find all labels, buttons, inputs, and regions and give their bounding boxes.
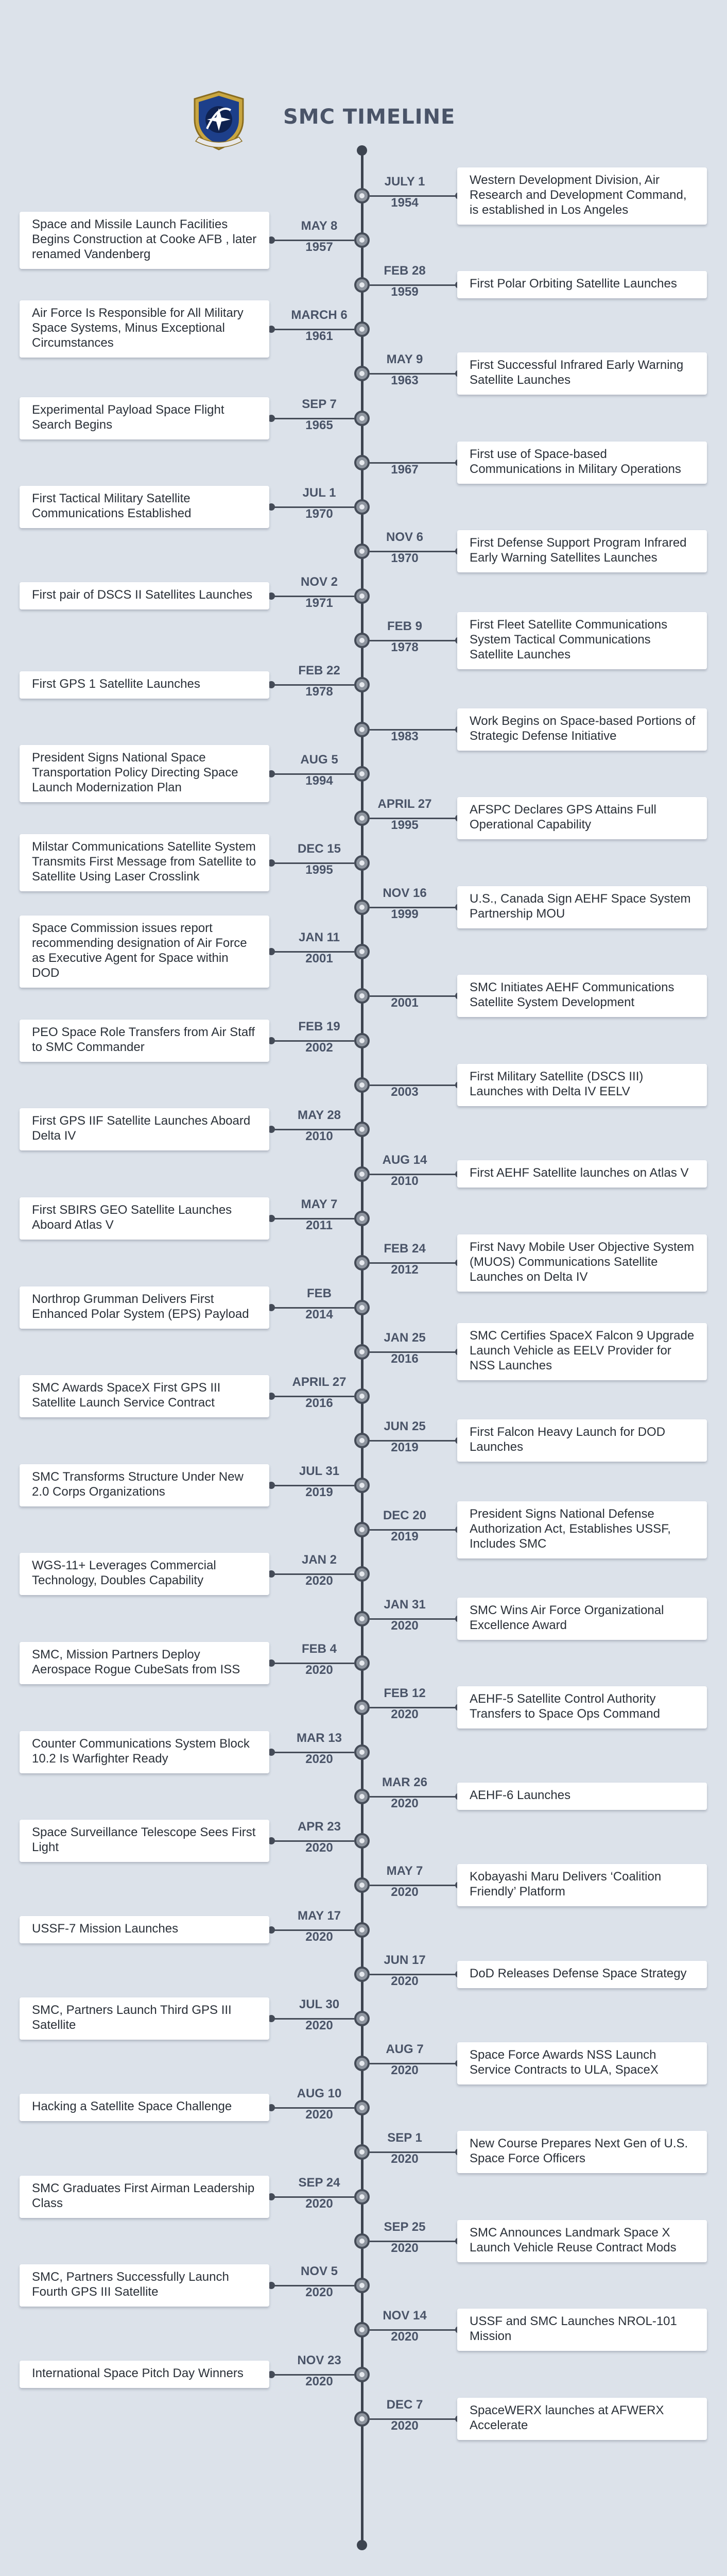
event-month-day [363, 975, 446, 989]
event-month-day: DEC 20 [383, 1509, 427, 1522]
event-month-day: NOV 6 [386, 530, 424, 545]
event-description: First GPS 1 Satellite Launches [32, 676, 200, 691]
event-description: Milstar Communications Satellite System Transmits First Message from Satellite to Satellite Using Laser Crosslink [32, 840, 256, 884]
event-year: 2020 [305, 2196, 333, 2211]
event-card [20, 2176, 269, 2218]
event-description: DoD Releases Defense Space Strategy [470, 1966, 687, 1980]
event-card [20, 1108, 269, 1150]
event-year: 1983 [391, 729, 419, 743]
event-date [278, 1375, 360, 1411]
event-date [363, 1598, 446, 1633]
event-month-day: NOV 23 [297, 2353, 341, 2367]
event-year: 2020 [305, 2019, 333, 2033]
event-month-day: JUL 30 [299, 1997, 340, 2012]
event-card [20, 1286, 269, 1329]
event-description: New Course Prepares Next Gen of U.S. Space Force Officers [470, 2137, 688, 2166]
event-month-day [363, 1064, 446, 1078]
event-date [363, 1419, 446, 1455]
event-month-day: NOV 5 [300, 2264, 338, 2279]
event-date [363, 175, 446, 210]
event-date [363, 797, 446, 833]
event-date [363, 1864, 446, 1900]
event-description: SMC Announces Landmark Space X Launch Vehicle Reuse Contract Mods [470, 2225, 677, 2255]
event-card [457, 1686, 707, 1728]
event-card [457, 442, 707, 484]
page-title: SMC TIMELINE [283, 105, 456, 129]
event-description: President Signs National Space Transportation Policy Directing Space Launch Modernization Plan [32, 751, 238, 795]
event-card [457, 975, 707, 1017]
event-date [278, 930, 360, 966]
event-card [20, 1820, 269, 1862]
event-date [278, 1731, 360, 1767]
event-year: 1961 [305, 329, 333, 343]
event-date [278, 2353, 360, 2389]
event-card [20, 1375, 269, 1417]
event-card [20, 2264, 269, 2307]
space-command-emblem-icon [185, 88, 252, 155]
event-year: 1954 [391, 196, 419, 210]
event-description: First GPS IIF Satellite Launches Aboard Delta IV [32, 1114, 251, 1143]
event-year: 2011 [305, 1218, 333, 1232]
event-card [457, 2309, 707, 2351]
event-description: SMC Wins Air Force Organizational Excellence Award [470, 1603, 664, 1632]
event-card [20, 212, 269, 269]
event-date [278, 575, 360, 611]
event-month-day: SEP 7 [302, 397, 337, 411]
event-description: U.S., Canada Sign AEHF Space System Partnership MOU [470, 891, 691, 921]
event-description: Counter Communications System Block 10.2 Is Warfighter Ready [32, 1736, 250, 1766]
event-date [363, 1331, 446, 1366]
event-date [278, 1197, 360, 1233]
event-card [457, 2398, 707, 2440]
event-year: 2020 [305, 1752, 333, 1766]
event-year: 2020 [391, 2330, 419, 2344]
event-year: 2019 [391, 1530, 419, 1544]
event-year: 2019 [391, 1440, 419, 1455]
event-description: Space and Missile Launch Facilities Begins Construction at Cooke AFB , later renamed Vandenberg [32, 217, 257, 261]
event-card [457, 2131, 707, 2173]
event-card [20, 397, 269, 439]
event-month-day: FEB 4 [301, 1641, 337, 1656]
event-description: First Tactical Military Satellite Communications Established [32, 492, 192, 521]
event-month-day: SEP 1 [387, 2131, 422, 2145]
event-year: 1957 [305, 240, 333, 255]
event-month-day: MAY 17 [297, 1908, 341, 1923]
event-description: SMC, Mission Partners Deploy Aerospace Rogue CubeSats from ISS [32, 1647, 240, 1676]
event-card [457, 1064, 707, 1106]
event-date [363, 619, 446, 655]
event-description: AEHF-6 Launches [470, 1788, 571, 1803]
event-month-day: JAN 31 [384, 1597, 426, 1612]
event-month-day: DEC 7 [386, 2398, 423, 2412]
event-month-day: FEB 19 [298, 1019, 340, 1033]
event-card [20, 1916, 269, 1943]
event-description: USSF-7 Mission Launches [32, 1922, 179, 1936]
event-year: 2014 [305, 1307, 333, 1321]
event-date [278, 1108, 360, 1144]
event-description: International Space Pitch Day Winners [32, 2366, 244, 2381]
event-description: Air Force Is Responsible for All Military Space Systems, Minus Exceptional Circumstances [32, 306, 244, 350]
event-date [363, 530, 446, 566]
event-card [457, 1419, 707, 1462]
event-description: First Falcon Heavy Launch for DOD Launches [470, 1425, 666, 1454]
event-month-day: MAY 7 [386, 1864, 423, 1878]
event-description: First AEHF Satellite launches on Atlas V [470, 1166, 689, 1180]
event-card [457, 1160, 707, 1188]
event-card [20, 2361, 269, 2388]
event-year: 2020 [391, 1974, 419, 1988]
event-card [20, 1020, 269, 1062]
event-year: 2016 [305, 1396, 333, 1411]
event-year: 1970 [391, 551, 419, 566]
event-date [363, 352, 446, 388]
event-description: SMC Certifies SpaceX Falcon 9 Upgrade Launch Vehicle as EELV Provider for NSS Launches [470, 1329, 695, 1373]
event-date [278, 1020, 360, 1055]
event-date [278, 842, 360, 877]
event-card [20, 2094, 269, 2121]
event-year: 2020 [391, 2241, 419, 2255]
event-date [363, 2131, 446, 2166]
event-year: 1967 [391, 462, 419, 477]
event-card [457, 1783, 707, 1810]
event-year: 1995 [391, 818, 419, 833]
event-year: 1994 [305, 773, 333, 788]
event-description: Work Begins on Space-based Portions of Strategic Defense Initiative [470, 714, 696, 743]
event-date [278, 1464, 360, 1500]
event-description: SMC Awards SpaceX First GPS III Satellite Launch Service Contract [32, 1381, 221, 1410]
event-card [20, 1997, 269, 2040]
event-month-day: FEB 22 [298, 664, 340, 678]
event-month-day: SEP 24 [298, 2175, 340, 2190]
event-month-day: FEB [307, 1286, 332, 1300]
event-year: 2002 [305, 1040, 333, 1055]
event-month-day: JAN 2 [301, 1553, 337, 1567]
event-card [20, 486, 269, 528]
event-year: 2020 [391, 2152, 419, 2166]
event-date [278, 1642, 360, 1677]
event-year: 2020 [305, 1929, 333, 1944]
event-year: 2010 [391, 1174, 419, 1188]
event-description: USSF and SMC Launches NROL-101 Mission [470, 2314, 677, 2344]
event-card [457, 167, 707, 225]
event-description: SMC, Partners Launch Third GPS III Satellite [32, 2003, 232, 2032]
event-card [20, 916, 269, 988]
event-card [457, 271, 707, 298]
event-description: SMC Graduates First Airman Leadership Class [32, 2181, 255, 2210]
event-date [278, 753, 360, 788]
event-month-day: DEC 15 [297, 841, 341, 856]
event-description: First Defense Support Program Infrared Early Warning Satellites Launches [470, 536, 687, 565]
event-month-day: JULY 1 [384, 175, 425, 189]
event-date [363, 708, 446, 744]
event-date [278, 1286, 360, 1322]
event-date [278, 2087, 360, 2122]
event-date [278, 664, 360, 699]
event-card [457, 1234, 707, 1292]
event-date [363, 1153, 446, 1189]
event-year: 2010 [305, 1129, 333, 1144]
event-month-day: AUG 7 [386, 2042, 424, 2056]
event-card [457, 352, 707, 395]
event-year: 2020 [391, 2063, 419, 2077]
event-card [20, 671, 269, 699]
event-date [278, 2176, 360, 2211]
event-card [20, 1731, 269, 1773]
event-month-day: JUL 1 [302, 486, 336, 500]
event-description: Kobayashi Maru Delivers ‘Coalition Friendly’ Platform [470, 1870, 662, 1899]
event-month-day: JUN 25 [384, 1419, 426, 1434]
event-description: SpaceWERX launches at AFWERX Accelerate [470, 2403, 664, 2432]
event-description: First use of Space-based Communications in Military Operations [470, 447, 681, 476]
event-date [363, 886, 446, 922]
event-card [457, 1961, 707, 1988]
event-date [363, 442, 446, 477]
event-description: First Successful Infrared Early Warning Satellite Launches [470, 358, 684, 387]
event-month-day: AUG 14 [382, 1153, 427, 1167]
event-month-day: JUN 17 [384, 1953, 426, 1967]
event-description: SMC Transforms Structure Under New 2.0 Corps Organizations [32, 1469, 244, 1499]
event-date [278, 1909, 360, 1944]
axis-top-cap [357, 145, 367, 156]
event-date [363, 975, 446, 1010]
event-month-day: JUL 31 [299, 1464, 340, 1478]
event-description: SMC, Partners Successfully Launch Fourth GPS III Satellite [32, 2270, 229, 2299]
event-year: 2020 [305, 2107, 333, 2122]
event-description: President Signs National Defense Authorization Act, Establishes USSF, Includes SMC [470, 1506, 671, 1551]
event-description: First Navy Mobile User Objective System (MUOS) Communications Satellite Launches on Delta IV [470, 1240, 695, 1284]
event-card [20, 1197, 269, 1240]
event-year: 1995 [305, 862, 333, 877]
event-description: SMC Initiates AEHF Communications Satellite System Development [470, 980, 674, 1010]
event-date [363, 2220, 446, 2256]
event-date [278, 2264, 360, 2300]
event-card [457, 1598, 707, 1640]
event-month-day: APRIL 27 [377, 797, 432, 811]
event-month-day: MAY 8 [301, 219, 338, 233]
event-month-day: JAN 25 [384, 1330, 426, 1345]
event-month-day [363, 708, 446, 723]
event-card [20, 1464, 269, 1506]
event-card [457, 1501, 707, 1558]
event-year: 1971 [305, 596, 333, 610]
event-card [457, 530, 707, 572]
event-date [363, 2309, 446, 2344]
event-year: 2020 [305, 2285, 333, 2300]
event-description: Experimental Payload Space Flight Search Begins [32, 402, 224, 432]
event-month-day [363, 442, 446, 456]
event-year: 1959 [391, 284, 419, 299]
event-month-day: NOV 16 [383, 886, 427, 900]
event-description: Hacking a Satellite Space Challenge [32, 2099, 232, 2114]
event-card [457, 2220, 707, 2262]
event-year: 2012 [391, 1263, 419, 1277]
event-card [20, 745, 269, 802]
event-month-day: FEB 28 [384, 263, 426, 278]
event-month-day: MAR 26 [382, 1775, 428, 1789]
event-year: 2001 [391, 996, 419, 1010]
event-card [20, 834, 269, 891]
event-description: Western Development Division, Air Research and Development Command, is established in Los Angeles [470, 173, 687, 217]
event-card [20, 1642, 269, 1684]
axis-bottom-cap [357, 2540, 367, 2550]
event-year: 1978 [391, 640, 419, 654]
event-year: 1965 [305, 418, 333, 432]
event-month-day: FEB 24 [384, 1242, 426, 1256]
event-month-day: MAR 13 [296, 1731, 342, 1745]
event-month-day: JAN 11 [298, 930, 340, 945]
event-year: 2003 [391, 1085, 419, 1099]
event-year: 2016 [391, 1351, 419, 1366]
event-year: 2020 [305, 1574, 333, 1588]
event-month-day: FEB 12 [384, 1686, 426, 1701]
event-card [457, 2042, 707, 2084]
event-description: First Polar Orbiting Satellite Launches [470, 277, 677, 291]
event-date [278, 308, 360, 344]
event-date [278, 486, 360, 521]
event-date [363, 1509, 446, 1544]
event-description: PEO Space Role Transfers from Air Staff to SMC Commander [32, 1025, 255, 1054]
event-card [457, 1864, 707, 1906]
event-description: Space Force Awards NSS Launch Service Contracts to ULA, SpaceX [470, 2047, 659, 2077]
event-month-day: MARCH 6 [291, 308, 348, 322]
event-description: First Military Satellite (DSCS III) Launches with Delta IV EELV [470, 1070, 644, 1098]
event-year: 2019 [305, 1485, 333, 1499]
event-description: First Fleet Satellite Communications System Tactical Communications Satellite Launches [470, 617, 668, 662]
event-year: 1970 [305, 507, 333, 521]
event-month-day: AUG 5 [300, 752, 338, 767]
event-month-day: MAY 28 [297, 1108, 341, 1123]
event-month-day: MAY 9 [386, 352, 423, 367]
event-date [278, 397, 360, 433]
event-year: 2020 [391, 1796, 419, 1810]
event-card [20, 300, 269, 358]
event-description: Space Commission issues report recommending designation of Air Force as Executive Agent for Space within DOD [32, 921, 247, 980]
event-date [363, 2398, 446, 2433]
event-year: 1999 [391, 907, 419, 921]
event-date [363, 1064, 446, 1099]
event-year: 2020 [305, 1841, 333, 1855]
event-month-day: APR 23 [297, 1820, 341, 1834]
event-card [20, 1553, 269, 1595]
event-month-day: MAY 7 [301, 1197, 338, 1211]
event-card [457, 612, 707, 669]
event-month-day: APRIL 27 [292, 1375, 347, 1389]
event-year: 1978 [305, 685, 333, 699]
event-year: 2020 [391, 1885, 419, 1900]
event-year: 2020 [305, 2374, 333, 2388]
event-card [20, 582, 269, 609]
event-date [278, 1820, 360, 1855]
event-description: Space Surveillance Telescope Sees First Light [32, 1825, 256, 1855]
event-month-day: SEP 25 [384, 2219, 426, 2234]
event-card [457, 797, 707, 839]
event-card [457, 1323, 707, 1380]
event-description: First pair of DSCS II Satellites Launches [32, 588, 253, 602]
event-card [457, 708, 707, 751]
event-year: 2020 [391, 1707, 419, 1722]
event-date [363, 1686, 446, 1722]
event-date [363, 1775, 446, 1811]
event-date [363, 264, 446, 299]
event-month-day: NOV 14 [383, 2309, 427, 2323]
event-year: 2020 [391, 1618, 419, 1633]
event-description: First SBIRS GEO Satellite Launches Aboard Atlas V [32, 1202, 232, 1232]
event-date [278, 219, 360, 255]
event-card [457, 886, 707, 928]
event-year: 2001 [305, 952, 333, 966]
event-date [363, 1242, 446, 1277]
event-year: 1963 [391, 374, 419, 388]
event-description: WGS-11+ Leverages Commercial Technology, Doubles Capability [32, 1558, 216, 1588]
event-date [278, 1997, 360, 2033]
event-description: Northrop Grumman Delivers First Enhanced Polar System (EPS) Payload [32, 1292, 249, 1321]
event-year: 2020 [305, 1663, 333, 1677]
event-year: 2020 [391, 2419, 419, 2433]
page-header [185, 88, 546, 155]
event-month-day: FEB 9 [387, 619, 422, 633]
event-month-day: AUG 10 [297, 2086, 342, 2100]
event-month-day: NOV 2 [300, 574, 338, 589]
event-description: AFSPC Declares GPS Attains Full Operational Capability [470, 803, 656, 832]
event-date [363, 1953, 446, 1989]
event-description: AEHF-5 Satellite Control Authority Transfers to Space Ops Command [470, 1692, 660, 1721]
event-date [278, 1553, 360, 1588]
event-date [363, 2042, 446, 2078]
